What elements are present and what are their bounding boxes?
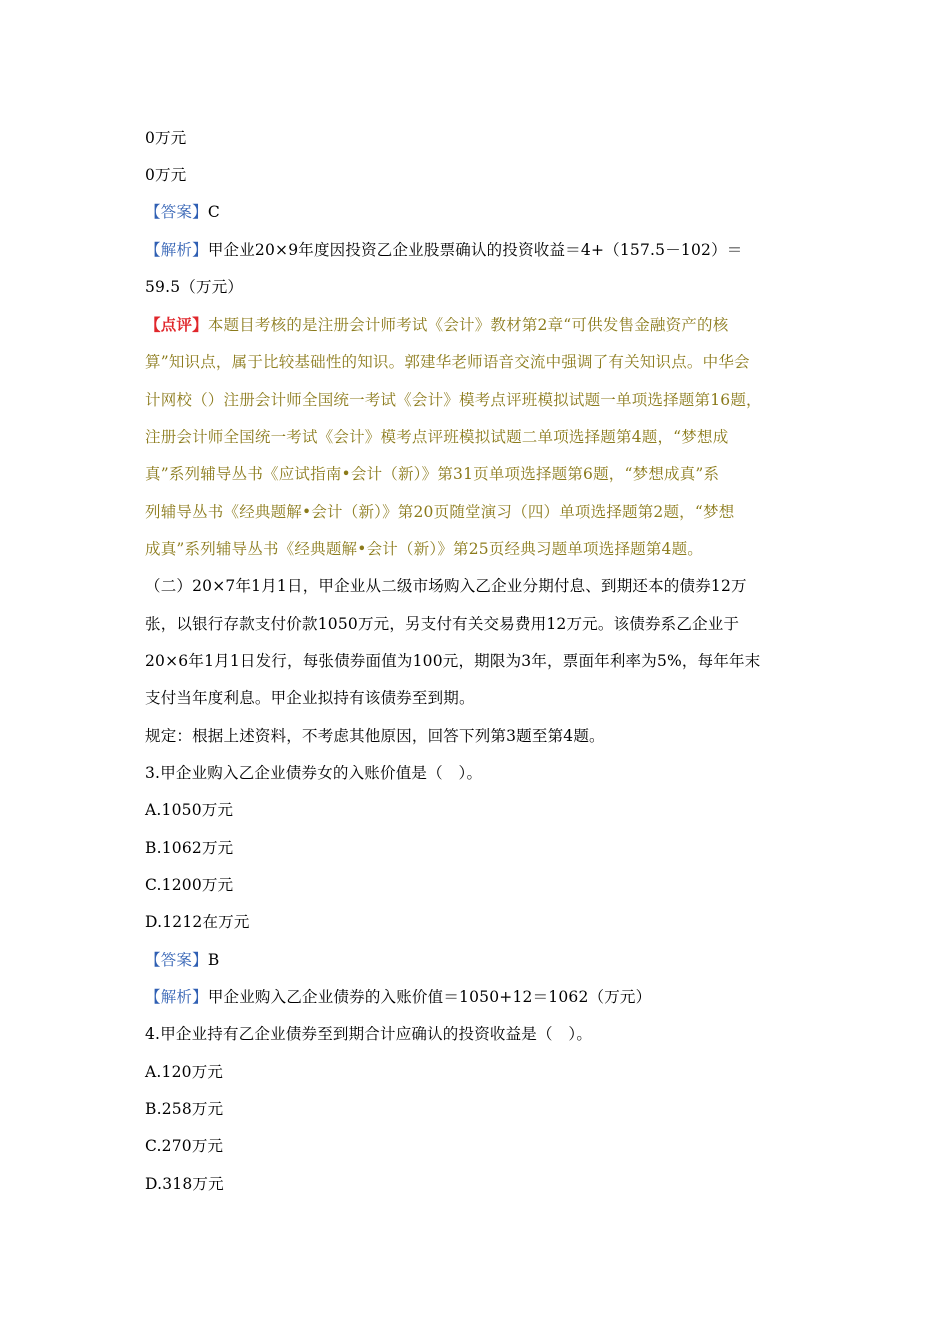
answer-value: B: [207, 951, 220, 969]
case-text: 20×6年1月1日发行，每张债券面值为100元，期限为3年，票面年利率为5%，每年年末: [145, 652, 761, 670]
option-text: D.318万元: [145, 1175, 224, 1193]
instruction-text-value: 规定：根据上述资料，不考虑其他原因，回答下列第3题至第4题。: [145, 727, 605, 745]
question-4-option-c: [145, 1136, 223, 1156]
question-4: [145, 1024, 592, 1044]
option-text: [145, 128, 186, 148]
option-text: C.1200万元: [145, 876, 234, 894]
comment-text-value: 算”知识点，属于比较基础性的知识。郭建华老师语音交流中强调了有关知识点。中华会: [145, 353, 750, 371]
option-text: A.120万元: [145, 1063, 224, 1081]
answer-value: C: [207, 203, 220, 221]
answer-label: 【答案】: [145, 203, 208, 221]
question-3-option-c: [145, 875, 233, 895]
case-paragraph: [145, 688, 475, 708]
option-text: C.270万元: [145, 1137, 224, 1155]
comment-text: [145, 539, 703, 559]
option-text: [145, 165, 186, 185]
analysis-text: 59.5（万元）: [145, 278, 244, 296]
option-text: B.258万元: [145, 1100, 224, 1118]
comment-text: 本题目考核的是注册会计师考试《会计》教材第2章“可供发售金融资产的核: [207, 316, 729, 334]
option-text-value: 0万元: [145, 166, 187, 184]
question-4-option-d: [145, 1174, 224, 1194]
analysis-text: 甲企业购入乙企业债券的入账价值＝1050+12＝1062（万元）: [207, 988, 652, 1006]
question-3: [145, 763, 482, 783]
case-paragraph: [145, 651, 760, 671]
analysis-text: 甲企业20×9年度因投资乙企业股票确认的投资收益＝4+（157.5－102）＝: [207, 241, 743, 259]
case-text: 张，以银行存款支付价款1050万元，另支付有关交易费用12万元。该债券系乙企业于: [145, 615, 740, 633]
analysis-line: [145, 240, 743, 260]
case-paragraph: [145, 576, 747, 596]
question-4-option-a: [145, 1062, 223, 1082]
analysis-line: [145, 987, 651, 1007]
question-3-option-d: [145, 912, 250, 932]
comment-line: [145, 315, 728, 335]
comment-text-value: 计网校（）注册会计师全国统一考试《会计》模考点评班模拟试题一单项选择题第16题，: [145, 391, 762, 409]
case-text: （二）20×7年1月1日，甲企业从二级市场购入乙企业分期付息、到期还本的债券12万: [145, 577, 747, 595]
comment-text-value: 真”系列辅导丛书《应试指南•会计（新）》第31页单项选择题第6题，“梦想成真”系: [145, 465, 720, 483]
comment-text: [145, 502, 734, 522]
comment-text: [145, 352, 750, 372]
question-3-option-b: [145, 838, 233, 858]
question-3-option-a: [145, 800, 233, 820]
analysis-label: 【解析】: [145, 241, 208, 259]
answer-line: [145, 950, 219, 970]
answer-label: 【答案】: [145, 951, 208, 969]
comment-text-value: 成真”系列辅导丛书《经典题解•会计（新）》第25页经典习题单项选择题第4题。: [145, 540, 704, 558]
answer-line: [145, 202, 220, 222]
comment-text: [145, 390, 762, 410]
question-3-text: 3.甲企业购入乙企业债券女的入账价值是（ ）。: [145, 764, 483, 782]
comment-text-value: 注册会计师全国统一考试《会计》模考点评班模拟试题二单项选择题第4题，“梦想成: [145, 428, 729, 446]
question-4-text: 4.甲企业持有乙企业债券至到期合计应确认的投资收益是（ ）。: [145, 1025, 593, 1043]
option-text-value: 0万元: [145, 129, 187, 147]
comment-label: 【点评】: [145, 315, 208, 334]
comment-text: [145, 464, 719, 484]
instruction-text: [145, 726, 605, 746]
case-text: 支付当年度利息。甲企业拟持有该债券至到期。: [145, 689, 475, 707]
option-text: A.1050万元: [145, 801, 234, 819]
option-text: D.1212在万元: [145, 913, 250, 931]
comment-text: [145, 427, 728, 447]
analysis-label: 【解析】: [145, 988, 208, 1006]
question-4-option-b: [145, 1099, 223, 1119]
case-paragraph: [145, 614, 739, 634]
option-text: B.1062万元: [145, 839, 234, 857]
analysis-continuation: [145, 277, 243, 297]
comment-text-value: 列辅导丛书《经典题解•会计（新）》第20页随堂演习（四）单项选择题第2题，“梦想: [145, 503, 735, 521]
